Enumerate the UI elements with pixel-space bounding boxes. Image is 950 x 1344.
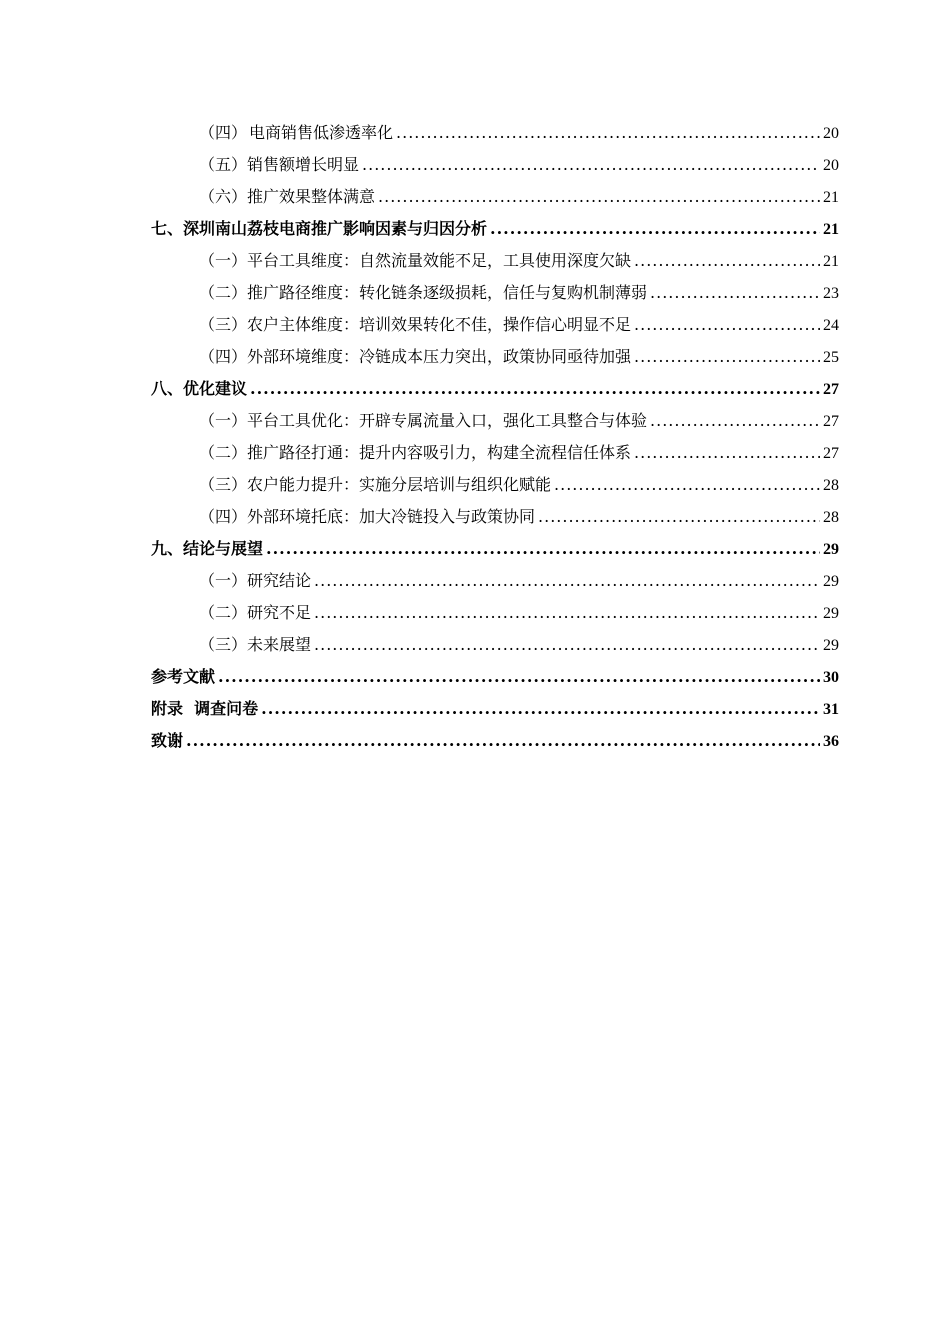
toc-entry-title: 研究结论 [247, 571, 312, 590]
toc-dot-leader [634, 309, 820, 341]
toc-page-number: 27 [823, 381, 839, 398]
toc-entry-title: 农户能力提升：实施分层培训与组织化赋能 [247, 475, 552, 494]
toc-entry-number: （六） [199, 187, 248, 206]
toc-dot-leader [490, 213, 820, 245]
toc-entry-title: 平台工具维度：自然流量效能不足，工具使用深度欠缺 [247, 251, 632, 270]
toc-chapter-entry[interactable] [151, 533, 839, 565]
toc-entry-number: 七、 [151, 219, 184, 238]
toc-page-number: 21 [823, 189, 839, 206]
toc-entry-number: （一） [199, 411, 248, 430]
toc-page-number: 27 [823, 445, 839, 462]
toc-page-number: 29 [823, 541, 839, 558]
toc-page-number: 24 [823, 317, 839, 334]
toc-dot-leader [314, 597, 820, 629]
toc-entry-number: 八、 [151, 379, 184, 398]
toc-entry-number: （四） [199, 123, 248, 142]
toc-entry[interactable] [151, 437, 839, 469]
toc-entry-title: 未来展望 [247, 635, 312, 654]
toc-entry-title: 参考文献 [151, 667, 216, 686]
toc-entry-number: （三） [199, 315, 248, 334]
toc-dot-leader [634, 341, 820, 373]
toc-entry-title: 深圳南山荔枝电商推广影响因素与归因分析 [183, 219, 488, 238]
toc-chapter-entry[interactable] [151, 661, 839, 693]
toc-entry[interactable] [151, 117, 839, 149]
toc-entry[interactable] [151, 341, 839, 373]
toc-entry[interactable] [151, 405, 839, 437]
toc-dot-leader [634, 245, 820, 277]
toc-chapter-entry[interactable] [151, 213, 839, 245]
toc-entry[interactable] [151, 469, 839, 501]
toc-entry-title: 农户主体维度：培训效果转化不佳，操作信心明显不足 [247, 315, 632, 334]
toc-page-number: 29 [823, 637, 839, 654]
toc-entry[interactable] [151, 245, 839, 277]
toc-dot-leader [378, 181, 820, 213]
toc-entry-title: 平台工具优化：开辟专属流量入口，强化工具整合与体验 [247, 411, 648, 430]
toc-page-number: 20 [823, 125, 839, 142]
toc-page-number: 20 [823, 157, 839, 174]
toc-chapter-entry[interactable] [151, 373, 839, 405]
toc-dot-leader [314, 629, 820, 661]
toc-page-number: 31 [823, 701, 839, 718]
table-of-contents [151, 117, 839, 757]
toc-entry-title: 研究不足 [247, 603, 312, 622]
toc-entry-number: （一） [199, 251, 248, 270]
toc-entry-number: （四） [199, 347, 248, 366]
toc-entry[interactable] [151, 565, 839, 597]
toc-entry-title: 推广路径维度：转化链条逐级损耗，信任与复购机制薄弱 [247, 283, 648, 302]
toc-page-number: 29 [823, 573, 839, 590]
toc-page-number: 28 [823, 509, 839, 526]
toc-entry[interactable] [151, 629, 839, 661]
toc-entry-number: （三） [199, 475, 248, 494]
toc-page-number: 28 [823, 477, 839, 494]
toc-entry-title: 推广路径打通：提升内容吸引力，构建全流程信任体系 [247, 443, 632, 462]
toc-entry[interactable] [151, 597, 839, 629]
toc-dot-leader [650, 277, 820, 309]
toc-entry-number: （二） [199, 283, 248, 302]
toc-entry-number: （三） [199, 635, 248, 654]
toc-entry[interactable] [151, 501, 839, 533]
toc-entry-title: 优化建议 [183, 379, 248, 398]
toc-page-number: 23 [823, 285, 839, 302]
toc-dot-leader [218, 661, 820, 693]
toc-page-number: 27 [823, 413, 839, 430]
toc-entry-title: 附录 调查问卷 [151, 699, 259, 718]
toc-page-number: 29 [823, 605, 839, 622]
toc-entry-number: 九、 [151, 539, 184, 558]
toc-entry-title: 电商销售低渗透率化 [249, 123, 394, 142]
toc-page-number: 21 [823, 221, 839, 238]
toc-entry-title: 外部环境托底：加大冷链投入与政策协同 [247, 507, 536, 526]
toc-chapter-entry[interactable] [151, 693, 839, 725]
toc-chapter-entry[interactable] [151, 725, 839, 757]
toc-dot-leader [650, 405, 820, 437]
toc-entry-number: （四） [199, 507, 248, 526]
toc-entry-number: （五） [199, 155, 248, 174]
toc-page-number: 25 [823, 349, 839, 366]
toc-dot-leader [250, 373, 820, 405]
toc-dot-leader [554, 469, 820, 501]
toc-entry-number: （二） [199, 443, 248, 462]
toc-entry[interactable] [151, 309, 839, 341]
toc-dot-leader [186, 725, 820, 757]
toc-entry-number: （二） [199, 603, 248, 622]
toc-entry[interactable] [151, 277, 839, 309]
toc-dot-leader [362, 149, 820, 181]
toc-entry-title: 致谢 [151, 731, 184, 750]
toc-entry[interactable] [151, 149, 839, 181]
toc-dot-leader [538, 501, 820, 533]
toc-entry-title: 推广效果整体满意 [247, 187, 376, 206]
toc-entry-title: 外部环境维度：冷链成本压力突出，政策协同亟待加强 [247, 347, 632, 366]
toc-entry[interactable] [151, 181, 839, 213]
toc-page-number: 30 [823, 669, 839, 686]
toc-entry-title: 销售额增长明显 [247, 155, 360, 174]
toc-page-number: 36 [823, 733, 839, 750]
toc-dot-leader [261, 693, 820, 725]
toc-entry-title: 结论与展望 [183, 539, 264, 558]
toc-dot-leader [634, 437, 820, 469]
toc-dot-leader [266, 533, 820, 565]
toc-entry-number: （一） [199, 571, 248, 590]
toc-page-number: 21 [823, 253, 839, 270]
toc-dot-leader [396, 117, 820, 149]
toc-dot-leader [314, 565, 820, 597]
